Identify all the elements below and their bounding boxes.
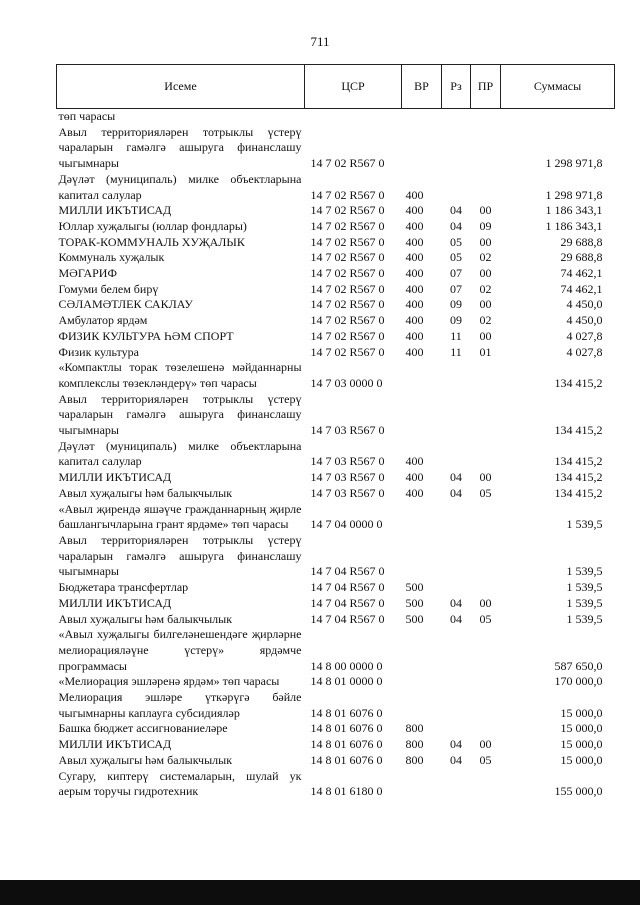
cell-pr: [471, 125, 501, 172]
table-row: [57, 533, 615, 580]
cell-rz: [442, 674, 471, 690]
cell-vr: [402, 109, 442, 125]
cell-pr: [471, 360, 501, 391]
cell-rz: [442, 360, 471, 391]
table-header: [57, 65, 615, 109]
cell-rz: [442, 721, 471, 737]
cell-pr: [471, 439, 501, 470]
cell-csr: 14 8 01 0000 0: [310, 674, 383, 689]
cell-sum: 587 650,0: [554, 658, 603, 673]
cell-name: «Авыл хуҗалыгы билгеләнешендәге җирләрне мелиорацияләүне үстерү» ярдәмче программасы: [58, 627, 302, 673]
cell-sum: 29 688,8: [560, 234, 603, 249]
cell-sum: 1 186 343,1: [545, 218, 603, 233]
cell-sum: 134 415,2: [554, 454, 603, 469]
cell-csr: 14 7 02 R567 0: [310, 297, 385, 312]
cell-rz: [442, 533, 471, 580]
cell-name: МӘГАРИФ: [58, 266, 117, 281]
table-row: [57, 345, 615, 361]
table-body: [57, 109, 615, 800]
cell-rz: 04: [450, 485, 462, 500]
cell-rz: 04: [450, 611, 462, 626]
cell-name: Авыл хуҗалыгы һәм балыкчылык: [58, 485, 233, 500]
cell-pr: [471, 721, 501, 737]
cell-pr: 05: [479, 752, 492, 767]
cell-pr: 00: [479, 328, 492, 343]
cell-pr: 09: [479, 218, 492, 233]
cell-rz: [442, 172, 471, 203]
cell-name: СӘЛАМӘТЛЕК САКЛАУ: [58, 297, 193, 312]
cell-name: Башка бюджет ассигнованиеләре: [58, 721, 228, 736]
table-row: [57, 769, 615, 800]
cell-rz: 11: [450, 344, 462, 359]
cell-sum: 1 539,5: [566, 595, 603, 610]
cell-sum: 4 027,8: [566, 328, 603, 343]
cell-pr: 01: [479, 344, 492, 359]
cell-sum: 29 688,8: [560, 250, 603, 265]
cell-csr: 14 8 01 6076 0: [310, 721, 383, 736]
cell-pr: [471, 769, 501, 800]
cell-csr: 14 8 00 0000 0: [310, 658, 383, 673]
table-row: [57, 596, 615, 612]
table-row: [57, 392, 615, 439]
cell-vr: [402, 690, 442, 721]
cell-name: Авыл территорияләрен тотрыклы үстерү чараларын гамәлгә ашыруга финанслашу чыгымнары: [58, 532, 302, 579]
cell-rz: 07: [450, 266, 462, 281]
cell-name: ФИЗИК КУЛЬТУРА ҺӘМ СПОРТ: [58, 328, 234, 343]
cell-vr: 400: [405, 234, 424, 249]
cell-vr: [402, 627, 442, 674]
cell-vr: [402, 502, 442, 533]
cell-vr: 400: [405, 485, 424, 500]
cell-csr: 14 7 02 R567 0: [310, 266, 385, 281]
cell-vr: [402, 674, 442, 690]
header-csr: ЦСР: [305, 65, 402, 109]
cell-sum: 15 000,0: [560, 737, 603, 752]
cell-pr: 02: [479, 250, 492, 265]
table-row: [57, 721, 615, 737]
cell-pr: 02: [479, 313, 492, 328]
table-row: [57, 360, 615, 391]
cell-name: МИЛЛИ ИКЪТИСАД: [58, 737, 172, 752]
cell-sum: 155 000,0: [554, 784, 603, 799]
table-row: [57, 109, 615, 125]
table-row: [57, 753, 615, 769]
cell-csr: 14 8 01 6180 0: [310, 784, 383, 799]
cell-csr: 14 7 02 R567 0: [310, 313, 385, 328]
cell-rz: [442, 690, 471, 721]
cell-vr: 400: [405, 281, 424, 296]
cell-sum: 1 539,5: [566, 564, 603, 579]
cell-sum: 1 539,5: [566, 611, 603, 626]
cell-pr: [471, 172, 501, 203]
cell-vr: 400: [405, 187, 424, 202]
cell-rz: [442, 769, 471, 800]
table-row: [57, 219, 615, 235]
table-row: [57, 674, 615, 690]
cell-csr: [305, 109, 402, 125]
table-row: [57, 737, 615, 753]
cell-sum: 170 000,0: [554, 674, 603, 689]
table-row: [57, 297, 615, 313]
cell-csr: 14 7 02 R567 0: [310, 250, 385, 265]
header-pr: ПР: [471, 65, 501, 109]
cell-pr: [471, 533, 501, 580]
cell-pr: [471, 627, 501, 674]
cell-csr: 14 7 04 R567 0: [310, 595, 385, 610]
cell-pr: 00: [479, 203, 492, 218]
cell-name: төп чарасы: [58, 109, 116, 123]
cell-vr: [402, 392, 442, 439]
cell-vr: 400: [405, 218, 424, 233]
cell-vr: 400: [405, 203, 424, 218]
cell-vr: [402, 125, 442, 172]
cell-csr: 14 7 04 R567 0: [310, 564, 385, 579]
cell-vr: 400: [405, 328, 424, 343]
cell-vr: 500: [405, 580, 424, 595]
cell-name: Бюджетара трансфертлар: [58, 580, 189, 595]
cell-name: «Компактлы торак төзелешенә мәйданнарны комплекслы төзекләндерү» төп чарасы: [58, 360, 302, 390]
cell-rz: 04: [450, 218, 462, 233]
table-row: [57, 690, 615, 721]
cell-name: «Авыл җирендә яшәүче гражданнарның җирле башлангычларына грант ярдәме» төп чарасы: [58, 501, 302, 532]
page-number: 711: [310, 34, 330, 49]
cell-vr: 500: [405, 611, 424, 626]
table-row: [57, 125, 615, 172]
cell-name: Дәүләт (муниципаль) милке объектларына капитал салулар: [58, 171, 302, 202]
cell-name: Гомуми белем бирү: [58, 281, 159, 296]
table-row: [57, 172, 615, 203]
cell-pr: 00: [479, 266, 492, 281]
cell-vr: [402, 533, 442, 580]
cell-csr: 14 8 01 6076 0: [310, 752, 383, 767]
cell-name: Коммуналь хуҗалык: [58, 250, 165, 265]
cell-rz: [442, 109, 471, 125]
cell-vr: 400: [405, 344, 424, 359]
cell-rz: [442, 627, 471, 674]
header-vr: ВР: [402, 65, 442, 109]
cell-pr: [471, 690, 501, 721]
table-row: [57, 313, 615, 329]
cell-pr: [471, 674, 501, 690]
cell-vr: 800: [405, 721, 424, 736]
cell-csr: 14 7 04 R567 0: [310, 580, 385, 595]
cell-name: МИЛЛИ ИКЪТИСАД: [58, 595, 172, 610]
cell-csr: 14 7 03 R567 0: [310, 485, 385, 500]
table-row: [57, 266, 615, 282]
cell-csr: 14 7 02 R567 0: [310, 281, 385, 296]
header-rz: Рз: [442, 65, 471, 109]
cell-sum: [501, 109, 615, 125]
cell-vr: [402, 360, 442, 391]
cell-csr: 14 7 04 R567 0: [310, 611, 385, 626]
cell-pr: 00: [479, 297, 492, 312]
cell-sum: 134 415,2: [554, 485, 603, 500]
cell-vr: 800: [405, 737, 424, 752]
cell-csr: 14 8 01 6076 0: [310, 737, 383, 752]
cell-rz: [442, 580, 471, 596]
cell-csr: 14 7 02 R567 0: [310, 344, 385, 359]
cell-rz: [442, 502, 471, 533]
cell-rz: 07: [450, 281, 462, 296]
cell-rz: 05: [450, 234, 462, 249]
cell-sum: 4 027,8: [566, 344, 603, 359]
cell-rz: 04: [450, 752, 462, 767]
budget-table: [56, 64, 615, 800]
cell-csr: 14 7 03 R567 0: [310, 423, 385, 438]
cell-sum: 15 000,0: [560, 752, 603, 767]
cell-name: Дәүләт (муниципаль) милке объектларына капитал салулар: [58, 438, 302, 469]
cell-pr: 02: [479, 281, 492, 296]
cell-csr: 14 7 02 R567 0: [310, 218, 385, 233]
cell-name: Сугару, киптерү системаларын, шулай ук аерым торучы гидротехник: [58, 768, 302, 799]
cell-sum: 134 415,2: [554, 375, 603, 390]
cell-rz: 04: [450, 595, 462, 610]
cell-name: Амбулатор ярдәм: [58, 313, 148, 328]
cell-name: Авыл территорияләрен тотрыклы үстерү чараларын гамәлгә ашыруга финанслашу чыгымнары: [58, 391, 302, 438]
cell-csr: 14 7 02 R567 0: [310, 203, 385, 218]
cell-vr: 400: [405, 297, 424, 312]
cell-csr: 14 7 03 0000 0: [310, 375, 383, 390]
header-name: Исеме: [57, 65, 305, 109]
table-row: [57, 203, 615, 219]
cell-pr: [471, 109, 501, 125]
cell-name: МИЛЛИ ИКЪТИСАД: [58, 470, 172, 485]
cell-sum: 1 539,5: [566, 580, 603, 595]
cell-name: МИЛЛИ ИКЪТИСАД: [58, 203, 172, 218]
table-row: [57, 502, 615, 533]
cell-sum: 15 000,0: [560, 721, 603, 736]
cell-csr: 14 7 03 R567 0: [310, 454, 385, 469]
cell-name: Авыл хуҗалыгы һәм балыкчылык: [58, 611, 233, 626]
cell-name: Авыл хуҗалыгы һәм балыкчылык: [58, 752, 233, 767]
cell-sum: 1 298 971,8: [545, 156, 603, 171]
cell-name: Физик культура: [58, 344, 139, 359]
cell-pr: 00: [479, 234, 492, 249]
cell-sum: 1 539,5: [566, 517, 603, 532]
table-row: [57, 486, 615, 502]
cell-vr: 400: [405, 454, 424, 469]
cell-sum: 1 298 971,8: [545, 187, 603, 202]
cell-vr: 500: [405, 595, 424, 610]
cell-name: Авыл территорияләрен тотрыклы үстерү чараларын гамәлгә ашыруга финанслашу чыгымнары: [58, 124, 302, 171]
cell-rz: 11: [450, 328, 462, 343]
cell-rz: [442, 439, 471, 470]
cell-pr: [471, 580, 501, 596]
cell-vr: 400: [405, 470, 424, 485]
table-row: [57, 235, 615, 251]
cell-vr: 400: [405, 266, 424, 281]
cell-rz: 05: [450, 250, 462, 265]
table-row: [57, 470, 615, 486]
cell-csr: 14 7 02 R567 0: [310, 187, 385, 202]
cell-sum: 4 450,0: [566, 297, 603, 312]
cell-vr: 400: [405, 313, 424, 328]
scan-bottom-edge: [0, 880, 640, 905]
table-row: [57, 329, 615, 345]
cell-rz: 09: [450, 313, 462, 328]
cell-csr: 14 8 01 6076 0: [310, 705, 383, 720]
cell-pr: 00: [479, 737, 492, 752]
cell-vr: [402, 769, 442, 800]
table-row: [57, 627, 615, 674]
header-sum: Суммасы: [501, 65, 615, 109]
table-row: [57, 439, 615, 470]
cell-name: «Мелиорация эшләренә ярдәм» төп чарасы: [58, 674, 280, 689]
cell-name: ТОРАК-КОММУНАЛЬ ХУҖАЛЫК: [58, 234, 245, 249]
cell-rz: 04: [450, 203, 462, 218]
cell-rz: 09: [450, 297, 462, 312]
cell-csr: 14 7 02 R567 0: [310, 156, 385, 171]
cell-vr: 400: [405, 250, 424, 265]
cell-rz: 04: [450, 470, 462, 485]
cell-csr: 14 7 03 R567 0: [310, 470, 385, 485]
cell-sum: 1 186 343,1: [545, 203, 603, 218]
table-row: [57, 612, 615, 628]
cell-pr: 05: [479, 485, 492, 500]
cell-name: Юллар хуҗалыгы (юллар фондлары): [58, 218, 247, 233]
cell-name: Мелиорация эшләре үткәрүгә бәйле чыгымнарны каплауга субсидияләр: [58, 690, 302, 720]
cell-rz: [442, 125, 471, 172]
table-row: [57, 580, 615, 596]
cell-sum: 15 000,0: [560, 705, 603, 720]
cell-rz: [442, 392, 471, 439]
cell-sum: 74 462,1: [560, 266, 603, 281]
cell-pr: [471, 502, 501, 533]
cell-pr: 05: [479, 611, 492, 626]
cell-csr: 14 7 02 R567 0: [310, 234, 385, 249]
cell-csr: 14 7 04 0000 0: [310, 517, 383, 532]
cell-sum: 134 415,2: [554, 423, 603, 438]
cell-sum: 74 462,1: [560, 281, 603, 296]
cell-csr: 14 7 02 R567 0: [310, 328, 385, 343]
cell-pr: 00: [479, 470, 492, 485]
table-row: [57, 282, 615, 298]
cell-pr: [471, 392, 501, 439]
cell-pr: 00: [479, 595, 492, 610]
cell-sum: 4 450,0: [566, 313, 603, 328]
cell-vr: 800: [405, 752, 424, 767]
table-row: [57, 250, 615, 266]
cell-rz: 04: [450, 737, 462, 752]
cell-sum: 134 415,2: [554, 470, 603, 485]
